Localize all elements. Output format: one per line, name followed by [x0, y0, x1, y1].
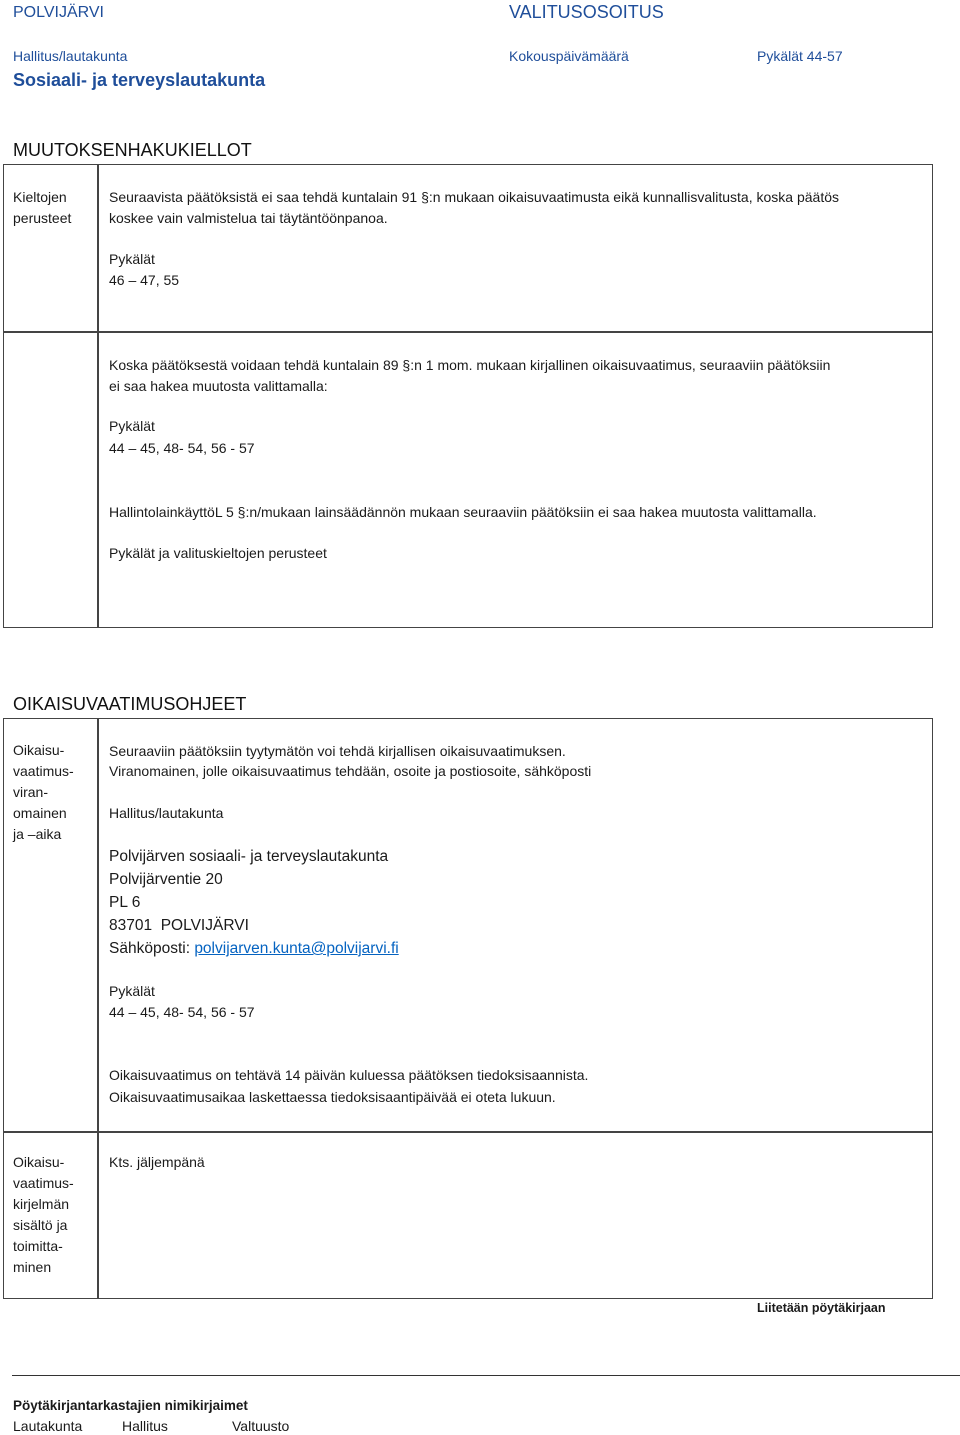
- text-line: Seuraavista päätöksistä ei saa tehdä kuntalain 91 §:n mukaan oikaisuvaatimusta eikä kunnallisvalitusta, koska päätös: [109, 189, 839, 205]
- prohibitions-row2-text: [109, 355, 830, 397]
- address-po-box: PL 6: [109, 894, 141, 911]
- label-line: perusteet: [13, 210, 72, 226]
- instructions-title: OIKAISUVAATIMUSOHJEET: [13, 694, 247, 714]
- instructions-row1-label: [13, 740, 74, 845]
- deadline-text: Oikaisuvaatimus on tehtävä 14 päivän kuluessa päätöksen tiedoksisaannista.: [109, 1067, 589, 1083]
- footer-column-lautakunta: Lautakunta: [13, 1418, 83, 1434]
- instructions-row-divider: [3, 1131, 933, 1133]
- label-line: Kieltojen: [13, 189, 67, 205]
- footer-column-hallitus: Hallitus: [122, 1418, 168, 1434]
- label-line: ja –aika: [13, 826, 62, 842]
- label-line: toimitta-: [13, 1238, 63, 1254]
- authority-note: Viranomainen, jolle oikaisuvaatimus tehdään, osoite ja postiosoite, sähköposti: [109, 763, 592, 779]
- sections-label: Pykälät 44-57: [757, 48, 843, 64]
- instructions-sections-label: Pykälät: [109, 983, 155, 999]
- footer-divider: [12, 1375, 960, 1376]
- law-text: HallintolainkäyttöL 5 §:n/mukaan lainsäädännön mukaan seuraaviin päätöksiin ei saa hakea muutosta valittamalla.: [109, 504, 817, 520]
- label-line: viran-: [13, 784, 49, 800]
- label-line: vaatimus-: [13, 763, 74, 779]
- address-email-row: [109, 937, 399, 960]
- authority-address: [109, 845, 399, 960]
- prohibitions-row1-sections: 46 – 47, 55: [109, 272, 180, 288]
- email-link[interactable]: polvijarven.kunta@polvijarvi.fi: [194, 940, 399, 957]
- instructions-intro: Seuraaviin päätöksiin tyytymätön voi tehdä kirjallisen oikaisuvaatimuksen.: [109, 743, 566, 759]
- text-line: Koska päätöksestä voidaan tehdä kuntalain 89 §:n 1 mom. mukaan kirjallinen oikaisuvaatimus, seuraaviin päätöksiin: [109, 357, 831, 373]
- instructions-row2-label: [13, 1152, 74, 1278]
- prohibitions-row-divider: [3, 331, 933, 333]
- address-street: Polvijärventie 20: [109, 871, 223, 888]
- label-line: Oikaisu-: [13, 742, 65, 758]
- label-line: omainen: [13, 805, 67, 821]
- prohibitions-row2-sections: 44 – 45, 48- 54, 56 - 57: [109, 440, 255, 456]
- meeting-date-label: Kokouspäivämäärä: [509, 48, 629, 64]
- law-sections-label: Pykälät ja valituskieltojen perusteet: [109, 545, 327, 561]
- text-line: ei saa hakea muutosta valittamalla:: [109, 378, 328, 394]
- label-line: vaatimus-: [13, 1175, 74, 1191]
- label-line: kirjelmän: [13, 1196, 70, 1212]
- prohibitions-title: MUUTOKSENHAKUKIELLOT: [13, 140, 252, 160]
- instructions-row2-text: Kts. jäljempänä: [109, 1154, 205, 1170]
- email-label: Sähköposti:: [109, 940, 190, 957]
- footer-title: Pöytäkirjantarkastajien nimikirjaimet: [13, 1398, 248, 1413]
- prohibitions-row1-label: [13, 187, 71, 229]
- prohibitions-row2-sections-label: Pykälät: [109, 418, 155, 434]
- text-line: koskee vain valmistelua tai täytäntöönpanoa.: [109, 210, 388, 226]
- body-label: Hallitus/lautakunta: [13, 48, 128, 64]
- prohibitions-column-divider: [97, 164, 99, 628]
- document-type: VALITUSOSOITUS: [509, 2, 664, 22]
- attach-note: Liitetään pöytäkirjaan: [757, 1301, 886, 1315]
- address-postal: 83701 POLVIJÄRVI: [109, 917, 249, 934]
- footer-column-valtuusto: Valtuusto: [232, 1418, 290, 1434]
- body-name: Sosiaali- ja terveyslautakunta: [13, 70, 266, 90]
- label-line: minen: [13, 1259, 52, 1275]
- address-name: Polvijärven sosiaali- ja terveyslautakunta: [109, 848, 389, 865]
- instructions-sections: 44 – 45, 48- 54, 56 - 57: [109, 1004, 255, 1020]
- label-line: sisältö ja: [13, 1217, 68, 1233]
- instructions-column-divider: [97, 718, 99, 1299]
- prohibitions-row1-sections-label: Pykälät: [109, 251, 155, 267]
- label-line: Oikaisu-: [13, 1154, 65, 1170]
- org-name: POLVIJÄRVI: [13, 4, 104, 21]
- prohibitions-row1-text: [109, 187, 839, 229]
- authority-body-label: Hallitus/lautakunta: [109, 805, 224, 821]
- deadline-note: Oikaisuvaatimusaikaa laskettaessa tiedoksisaantipäivää ei oteta lukuun.: [109, 1089, 556, 1105]
